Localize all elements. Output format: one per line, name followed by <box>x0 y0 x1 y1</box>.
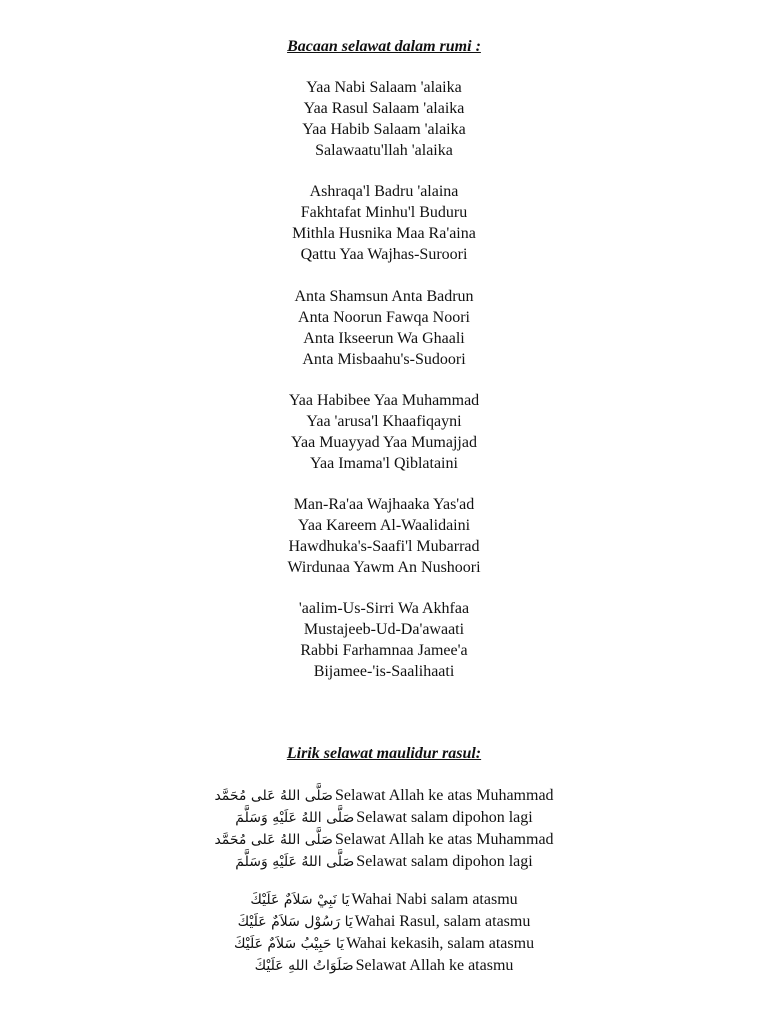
verse-line: Salawaatu'llah 'alaika <box>315 142 453 159</box>
verse-line: Mithla Husnika Maa Ra'aina <box>292 225 476 242</box>
verse-line: Mustajeeb-Ud-Da'awaati <box>303 621 465 638</box>
verse-line: Yaa Habibee Yaa Muhammad <box>288 392 480 409</box>
arabic-text: يَا نَبِيْ سَلاَمٌ عَلَيْكَ <box>250 892 350 908</box>
stanza-2 <box>0 181 768 265</box>
section-heading-lirik: Lirik selawat maulidur rasul: <box>286 745 482 762</box>
verse-line <box>0 807 768 829</box>
stanza-8 <box>0 889 768 977</box>
verse-line <box>0 889 768 911</box>
verse-line: Yaa Muayyad Yaa Mumajjad <box>291 434 477 451</box>
malay-text: Selawat Allah ke atasmu <box>355 957 514 974</box>
verse-line: Rabbi Farhamnaa Jamee'a <box>300 642 468 659</box>
malay-text: Wahai kekasih, salam atasmu <box>346 935 535 952</box>
arabic-text: يَا حَبِيْبُ سَلاَمٌ عَلَيْكَ <box>233 936 345 952</box>
verse-line: Yaa Rasul Salaam 'alaika <box>303 100 465 117</box>
malay-text: Selawat salam dipohon lagi <box>356 809 533 826</box>
arabic-text: صَلَوَاتُ اللهِ عَلَيْكَ <box>254 958 354 974</box>
verse-line: Yaa Imama'l Qiblataini <box>310 455 458 472</box>
stanza-3 <box>0 286 768 370</box>
stanza-6 <box>0 598 768 682</box>
section-heading-rumi: Bacaan selawat dalam rumi : <box>287 38 481 55</box>
arabic-text: صَلَّى اللهُ عَلى مُحَمَّد <box>214 788 333 804</box>
verse-line: Yaa 'arusa'l Khaafiqayni <box>306 413 462 430</box>
verse-line: Anta Noorun Fawqa Noori <box>298 309 470 326</box>
verse-line: Fakhtafat Minhu'l Buduru <box>300 204 468 221</box>
verse-line <box>0 955 768 977</box>
malay-text: Selawat salam dipohon lagi <box>356 853 533 870</box>
stanza-4 <box>0 390 768 474</box>
verse-line: 'aalim-Us-Sirri Wa Akhfaa <box>298 600 470 617</box>
verse-line: Hawdhuka's-Saafi'l Mubarrad <box>288 538 480 555</box>
arabic-text: صَلَّى اللهُ عَلَيْهِ وَسَلَّمَ <box>235 854 355 870</box>
verse-line: Anta Misbaahu's-Sudoori <box>302 351 466 368</box>
verse-line: Wirdunaa Yawm An Nushoori <box>287 559 481 576</box>
malay-text: Wahai Rasul, salam atasmu <box>354 913 531 930</box>
verse-line: Bijamee-'is-Saalihaati <box>313 663 455 680</box>
arabic-text: يَا رَسُوْل سَلاَمٌ عَلَيْكَ <box>237 914 353 930</box>
stanza-7 <box>0 785 768 873</box>
stanza-5 <box>0 494 768 578</box>
verse-line: Yaa Habib Salaam 'alaika <box>302 121 466 138</box>
malay-text: Selawat Allah ke atas Muhammad <box>334 831 554 848</box>
verse-line: Yaa Kareem Al-Waalidaini <box>297 517 471 534</box>
verse-line: Anta Ikseerun Wa Ghaali <box>303 330 465 347</box>
arabic-text: صَلَّى اللهُ عَلى مُحَمَّد <box>214 832 333 848</box>
verse-line <box>0 911 768 933</box>
verse-line <box>0 785 768 807</box>
verse-line: Ashraqa'l Badru 'alaina <box>309 183 459 200</box>
malay-text: Selawat Allah ke atas Muhammad <box>334 787 554 804</box>
verse-line <box>0 829 768 851</box>
malay-text: Wahai Nabi salam atasmu <box>351 891 518 908</box>
verse-line <box>0 933 768 955</box>
arabic-text: صَلَّى اللهُ عَلَيْهِ وَسَلَّمَ <box>235 810 355 826</box>
stanza-1 <box>0 77 768 161</box>
verse-line: Qattu Yaa Wajhas-Suroori <box>300 246 468 263</box>
verse-line: Man-Ra'aa Wajhaaka Yas'ad <box>293 496 475 513</box>
verse-line: Yaa Nabi Salaam 'alaika <box>306 79 462 96</box>
verse-line: Anta Shamsun Anta Badrun <box>294 288 474 305</box>
verse-line <box>0 851 768 873</box>
